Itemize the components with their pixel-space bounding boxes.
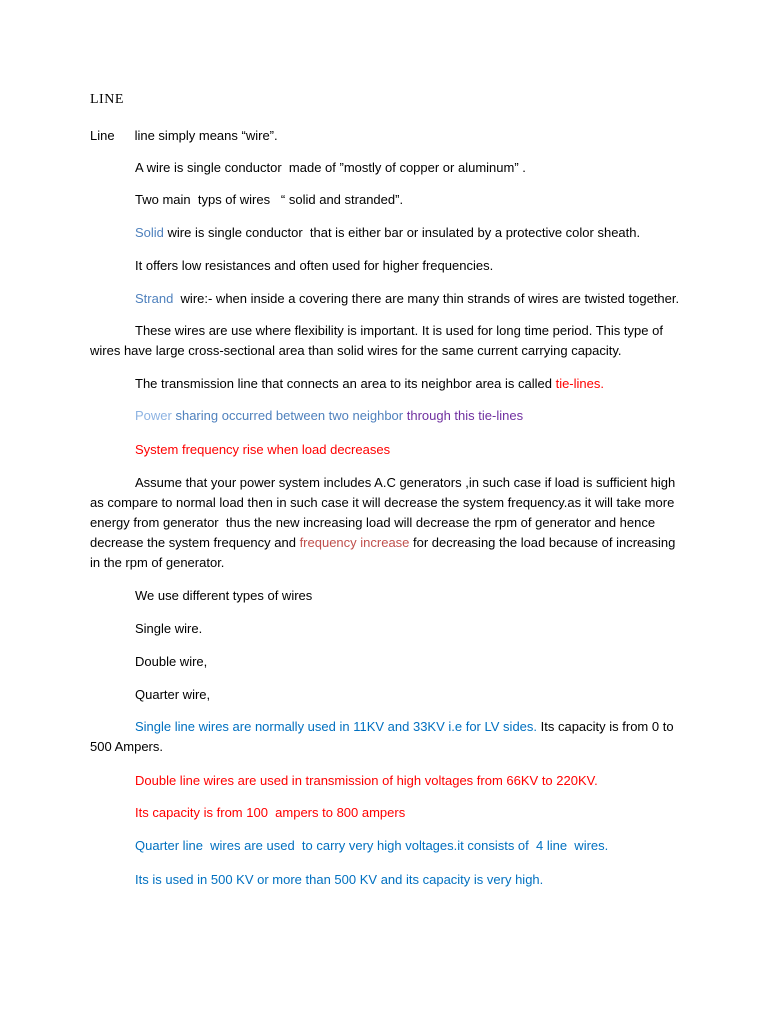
text: line simply means “wire”. xyxy=(134,128,278,143)
term-frequency-increase: frequency increase xyxy=(299,535,410,550)
term-solid: Solid xyxy=(135,225,164,240)
paragraph-wire-types: Two main typs of wires “ solid and stranded”. xyxy=(135,192,404,207)
term-strand: Strand xyxy=(135,291,174,306)
paragraph-flexibility: These wires are use where flexibility is important. It is used for long time period. This type of wires have large cross-sectional area than solid wires for the same current carrying capacity. xyxy=(90,323,667,358)
term-tie-lines: tie-lines. xyxy=(555,376,604,391)
paragraph-quarter-capacity: Its is used in 500 KV or more than 500 KV and its capacity is very high. xyxy=(135,872,544,887)
text: wire:- when inside a covering there are many thin strands of wires are twisted together. xyxy=(173,291,680,306)
list-item-double-wire: Double wire, xyxy=(135,654,208,669)
text: Assume that your power system includes A.C generators ,in such case if load is sufficient high as compare to normal load then in such case it will decrease the system frequency.as it will take more energy from generator thus the new increasing load will decrease the rpm of generator and hence decrease the system frequency and xyxy=(90,475,679,550)
paragraph-strand-wire xyxy=(90,289,725,309)
text: The transmission line that connects an area to its neighbor area is called xyxy=(135,376,556,391)
paragraph-low-resistance: It offers low resistances and often used for higher frequencies. xyxy=(135,258,494,273)
text: Its capacity is from 0 to 500 Ampers. xyxy=(90,719,678,754)
text: wire is single conductor that is either bar or insulated by a protective color sheath. xyxy=(163,225,641,240)
paragraph-line-definition xyxy=(90,126,680,146)
text: through this tie-lines xyxy=(406,408,524,423)
paragraph-power-sharing xyxy=(90,406,725,426)
paragraph-single-line xyxy=(90,717,680,757)
list-item-single-wire: Single wire. xyxy=(135,621,203,636)
term-line: Line xyxy=(90,128,115,143)
paragraph-double-line: Double line wires are used in transmission of high voltages from 66KV to 220KV. xyxy=(135,773,598,788)
paragraph-tie-lines xyxy=(90,374,725,394)
paragraph-wire-types-list-intro: We use different types of wires xyxy=(135,588,313,603)
paragraph-double-capacity: Its capacity is from 100 ampers to 800 ampers xyxy=(135,805,406,820)
paragraph-assume-power-system xyxy=(90,473,680,573)
paragraph-solid-wire xyxy=(90,223,725,243)
text: sharing occurred between two neighbor xyxy=(171,408,407,423)
paragraph-frequency-rise: System frequency rise when load decreases xyxy=(135,442,391,457)
document-title: LINE xyxy=(90,92,124,107)
list-item-quarter-wire: Quarter wire, xyxy=(135,687,211,702)
text: Single line wires are normally used in 11KV and 33KV i.e for LV sides. xyxy=(135,719,538,734)
paragraph-wire-definition: A wire is single conductor made of ”mostly of copper or aluminum” . xyxy=(135,160,526,175)
text: for decreasing the load because of increasing in the rpm of generator. xyxy=(90,535,679,570)
term-power: Power xyxy=(135,408,172,423)
paragraph-quarter-line: Quarter line wires are used to carry very high voltages.it consists of 4 line wires. xyxy=(135,838,609,853)
